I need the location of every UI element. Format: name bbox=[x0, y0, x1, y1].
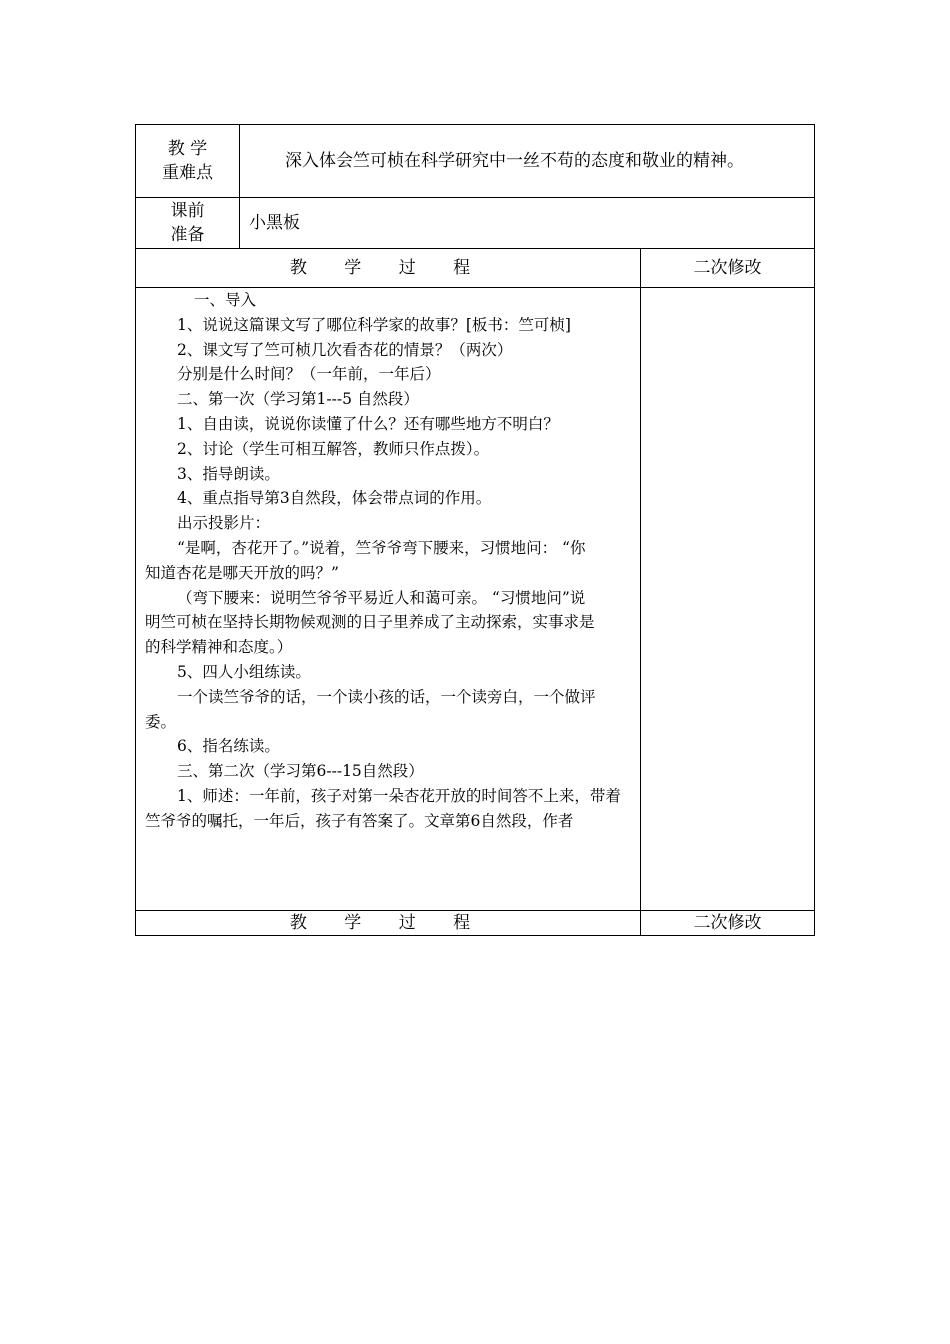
process-line: 知道杏花是哪天开放的吗？” bbox=[145, 563, 339, 582]
process-line: 出示投影片： bbox=[177, 514, 271, 533]
prep-label-line1: 课前 bbox=[170, 201, 205, 221]
process-line: 5、四人小组练读。 bbox=[177, 662, 311, 681]
process-line: 明竺可桢在坚持长期物候观测的日子里养成了主动探索，实事求是 bbox=[145, 613, 595, 632]
revision-footer: 二次修改 bbox=[693, 913, 762, 933]
process-header: 教 学 过 程 bbox=[289, 258, 487, 278]
revision-header: 二次修改 bbox=[693, 258, 762, 278]
process-line: 委。 bbox=[145, 712, 177, 731]
process-line: 三、第二次（学习第6---15自然段） bbox=[177, 762, 424, 781]
prep-value: 小黑板 bbox=[249, 213, 300, 233]
process-line: 竺爷爷的嘱托，一年后，孩子有答案了。文章第6自然段，作者 bbox=[145, 811, 574, 830]
prep-label bbox=[136, 199, 239, 247]
process-line: 二、第一次（学习第1---5 自然段） bbox=[177, 390, 419, 409]
column-divider bbox=[640, 248, 641, 936]
process-line: 的科学精神和态度。） bbox=[145, 638, 293, 657]
focus-label-line1: 教 学 bbox=[167, 139, 208, 159]
process-line: 1、自由读，说说你读懂了什么？还有哪些地方不明白？ bbox=[177, 414, 559, 433]
focus-label-line2: 重难点 bbox=[162, 163, 213, 183]
process-line: （弯下腰来：说明竺爷爷平易近人和蔼可亲。 “习惯地问”说 bbox=[177, 588, 586, 607]
prep-label-line2: 准备 bbox=[170, 225, 205, 245]
process-line: 2、讨论（学生可相互解答，教师只作点拨）。 bbox=[177, 439, 490, 458]
process-line: 1、说说这篇课文写了哪位科学家的故事？[板书：竺可桢] bbox=[177, 315, 571, 334]
process-line: 一个读竺爷爷的话，一个读小孩的话，一个读旁白，一个做评 bbox=[177, 687, 596, 706]
row-divider bbox=[135, 248, 815, 249]
process-line: 2、课文写了竺可桢几次看杏花的情景？（两次） bbox=[177, 340, 513, 359]
process-footer: 教 学 过 程 bbox=[289, 913, 487, 933]
process-line: 6、指名练读。 bbox=[177, 737, 280, 756]
process-line: 1、师述：一年前，孩子对第一朵杏花开放的时间答不上来，带着 bbox=[177, 786, 621, 805]
process-line: 4、重点指导第3自然段，体会带点词的作用。 bbox=[177, 489, 492, 508]
process-line: “是啊，杏花开了。”说着，竺爷爷弯下腰来，习惯地问： “你 bbox=[177, 538, 586, 557]
process-line: 3、指导朗读。 bbox=[177, 464, 280, 483]
process-content bbox=[145, 288, 633, 834]
row-divider bbox=[135, 197, 815, 198]
focus-label bbox=[136, 137, 239, 185]
focus-value: 深入体会竺可桢在科学研究中一丝不苟的态度和敬业的精神。 bbox=[285, 151, 744, 171]
process-line: 一、导入 bbox=[194, 291, 257, 309]
process-line: 分别是什么时间？（一年前，一年后） bbox=[177, 365, 441, 384]
column-divider bbox=[239, 124, 240, 248]
